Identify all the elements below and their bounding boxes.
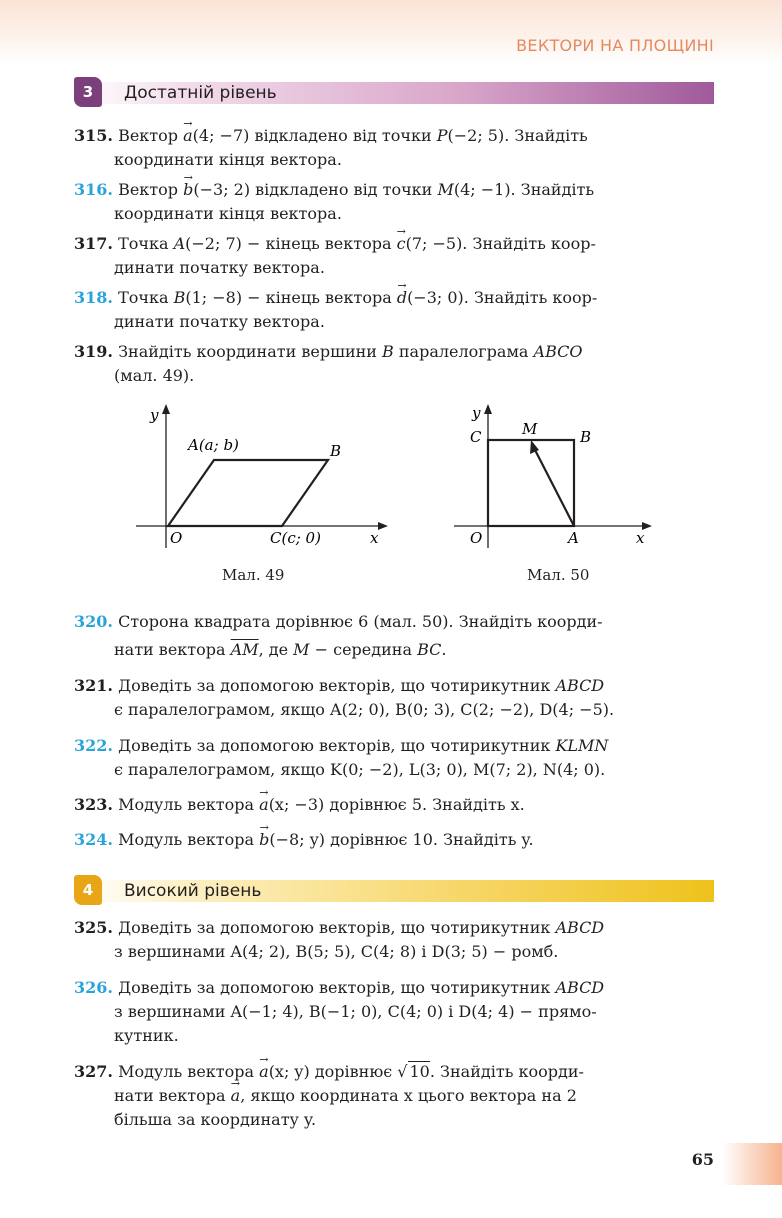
level-4-header (74, 880, 714, 902)
fig49-x-label: x (370, 529, 379, 547)
fig50-o-label: O (470, 529, 483, 547)
fig50-caption: Мал. 50 (527, 566, 590, 584)
problem-320: 320. Сторона квадрата дорівнює 6 (мал. 50). Знайдіть коорди- нати вектора $\overline{AM}$, де M − середина BC. (74, 612, 603, 659)
problem-324: 324. Модуль вектора → b(−8; y) дорівнює 10. Знайдіть y. (74, 828, 716, 852)
problem-315: 315. Вектор → a(4; −7) відкладено від точки P(−2; 5). Знайдіть координати кінця вектора. (74, 124, 716, 172)
problem-316: 316. Вектор → b(−3; 2) відкладено від точки M(4; −1). Знайдіть координати кінця вектора. (74, 178, 716, 226)
fig50-a-label: A (568, 529, 579, 547)
fig49-b-label: B (330, 442, 342, 460)
problem-327: 327. Модуль вектора → a(x; y) дорівнює √ 10. Знайдіть коорди- нати вектора → a, якщо координата x цього вектора на 2 більша за координату y. (74, 1060, 716, 1132)
vector-am (533, 446, 574, 526)
fig50-y-label: y (472, 404, 481, 422)
page-number: 65 (691, 1150, 714, 1169)
fig49-c-label: C(c; 0) (270, 529, 321, 547)
fig49-y-label: y (150, 406, 159, 424)
problem-322: 322. Доведіть за допомогою векторів, що чотирикутник KLMN є паралелограмом, якщо K(0; −2), L(3; 0), M(7; 2), N(4; 0). (74, 736, 609, 779)
problem-326: 326. Доведіть за допомогою векторів, що чотирикутник ABCD з вершинами A(−1; 4), B(−1; 0), C(4; 0) і D(4; 4) − прямо- кутник. (74, 978, 605, 1045)
figure-50 (440, 400, 670, 560)
fig49-a-label: A(a; b) (188, 436, 239, 454)
problem-321: 321. Доведіть за допомогою векторів, що чотирикутник ABCD є паралелограмом, якщо A(2; 0), B(0; 3), C(2; −2), D(4; −5). (74, 676, 615, 719)
fig50-m-label: M (522, 420, 538, 438)
fig49-o-label: O (170, 529, 183, 547)
problem-318: 318. Точка B(1; −8) − кінець вектора → d(−3; 0). Знайдіть коор- динати початку вектора. (74, 286, 716, 334)
problem-323: 323. Модуль вектора → a(x; −3) дорівнює 5. Знайдіть x. (74, 793, 716, 817)
parallelogram-abco (168, 460, 328, 526)
level-4-label: Високий рівень (124, 881, 262, 901)
problem-317: 317. Точка A(−2; 7) − кінець вектора → c(7; −5). Знайдіть коор- динати початку вектора. (74, 232, 716, 280)
level-3-badge: 3 (74, 77, 102, 107)
level-3-label: Достатній рівень (124, 83, 277, 103)
problem-325: 325. Доведіть за допомогою векторів, що чотирикутник ABCD з вершинами A(4; 2), B(5; 5), C(4; 8) і D(3; 5) − ромб. (74, 918, 605, 961)
figure-49 (120, 400, 400, 560)
page-tab (722, 1143, 782, 1185)
fig50-x-label: x (636, 529, 645, 547)
running-head: ВЕКТОРИ НА ПЛОЩИНІ (516, 36, 714, 55)
problem-319: 319. Знайдіть координати вершини B паралелограма ABCO (мал. 49). (74, 342, 583, 385)
level-3-header (74, 82, 714, 104)
fig50-b-label: B (580, 428, 592, 446)
fig50-c-label: C (470, 428, 482, 446)
level-4-badge: 4 (74, 875, 102, 905)
fig49-caption: Мал. 49 (222, 566, 285, 584)
